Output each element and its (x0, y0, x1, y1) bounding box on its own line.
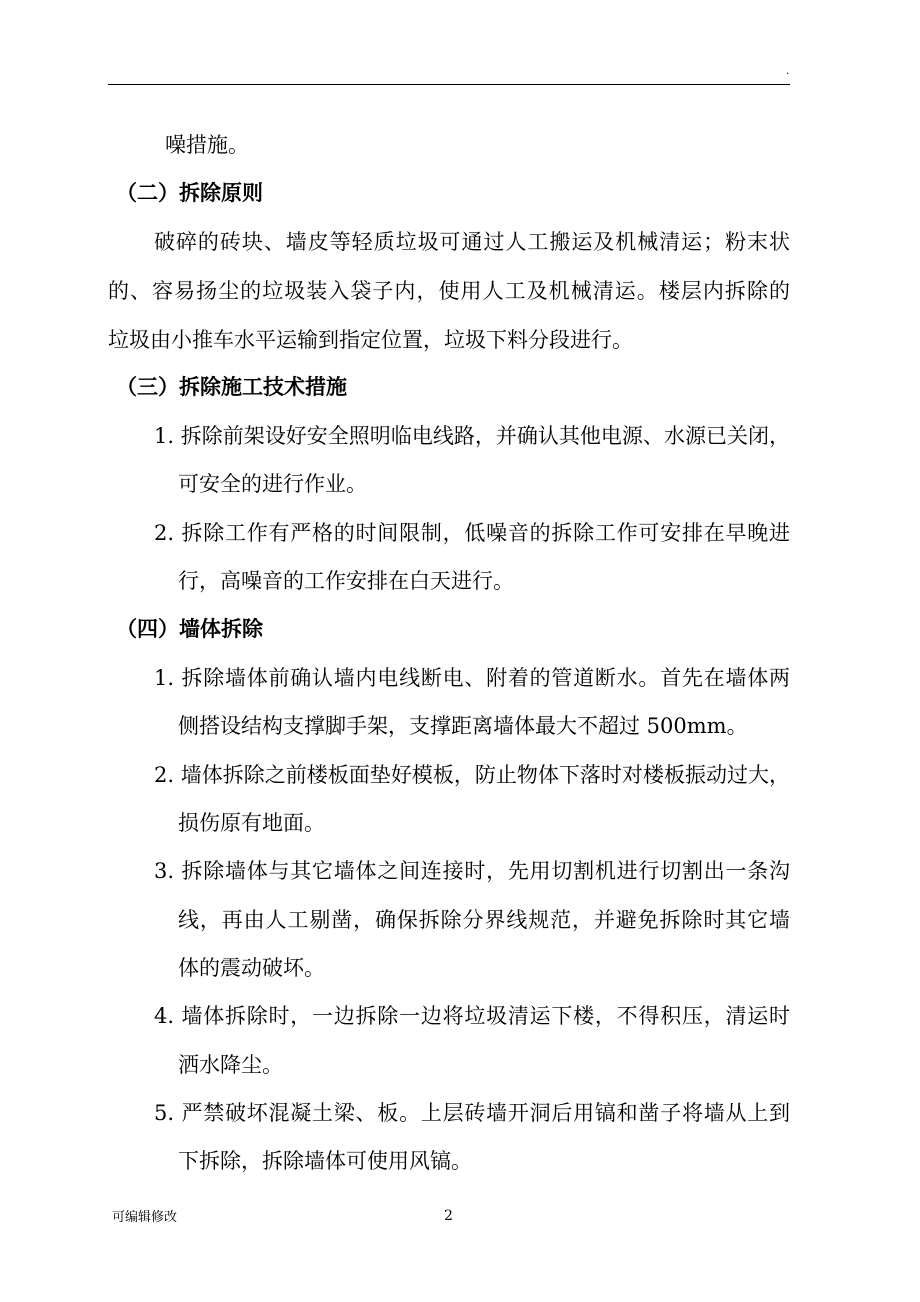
header-mark: . (786, 66, 790, 77)
list-item-line: 线，再由人工剔凿，确保拆除分界线规范，并避免拆除时其它墙 (178, 908, 790, 932)
section-heading-measures: （三）拆除施工技术措施 (116, 374, 347, 399)
list-item-line: 2. 拆除工作有严格的时间限制，低噪音的拆除工作可安排在早晚进 (154, 521, 790, 545)
paragraph-line: 垃圾由小推车水平运输到指定位置，垃圾下料分段进行。 (108, 328, 633, 352)
page-number: 2 (444, 1208, 453, 1224)
list-item-line: 下拆除，拆除墙体可使用风镐。 (178, 1149, 472, 1173)
list-item-line: 体的震动破坏。 (178, 956, 325, 980)
paragraph-line: 破碎的砖块、墙皮等轻质垃圾可通过人工搬运及机械清运；粉末状 (154, 230, 790, 254)
list-item-line: 损伤原有地面。 (178, 811, 325, 835)
list-item-line: 1. 拆除前架设好安全照明临电线路，并确认其他电源、水源已关闭， (154, 424, 790, 448)
list-item-line: 2. 墙体拆除之前楼板面垫好模板，防止物体下落时对楼板振动过大， (154, 763, 790, 787)
list-item-line: 3. 拆除墙体与其它墙体之间连接时，先用切割机进行切割出一条沟 (154, 859, 790, 883)
list-item-line: 1. 拆除墙体前确认墙内电线断电、附着的管道断水。首先在墙体两 (154, 666, 790, 690)
header-rule (108, 84, 790, 85)
paragraph-line: 的、容易扬尘的垃圾装入袋子内，使用人工及机械清运。楼层内拆除的 (108, 279, 790, 303)
list-item-line: 侧搭设结构支撑脚手架，支撑距离墙体最大不超过 500mm。 (178, 714, 748, 738)
list-item-line: 4. 墙体拆除时，一边拆除一边将垃圾清运下楼，不得积压，清运时 (154, 1004, 790, 1028)
list-item-line: 行，高噪音的工作安排在白天进行。 (178, 569, 514, 593)
footer-editable-note: 可编辑修改 (112, 1210, 178, 1225)
text-line: 噪措施。 (165, 133, 249, 157)
list-item-line: 可安全的进行作业。 (178, 472, 367, 496)
section-heading-principles: （二）拆除原则 (116, 180, 263, 205)
list-item-line: 洒水降尘。 (178, 1053, 283, 1077)
list-item-line: 5. 严禁破坏混凝土梁、板。上层砖墙开洞后用镐和凿子将墙从上到 (154, 1101, 790, 1125)
section-heading-wall-demolition: （四）墙体拆除 (116, 616, 263, 641)
